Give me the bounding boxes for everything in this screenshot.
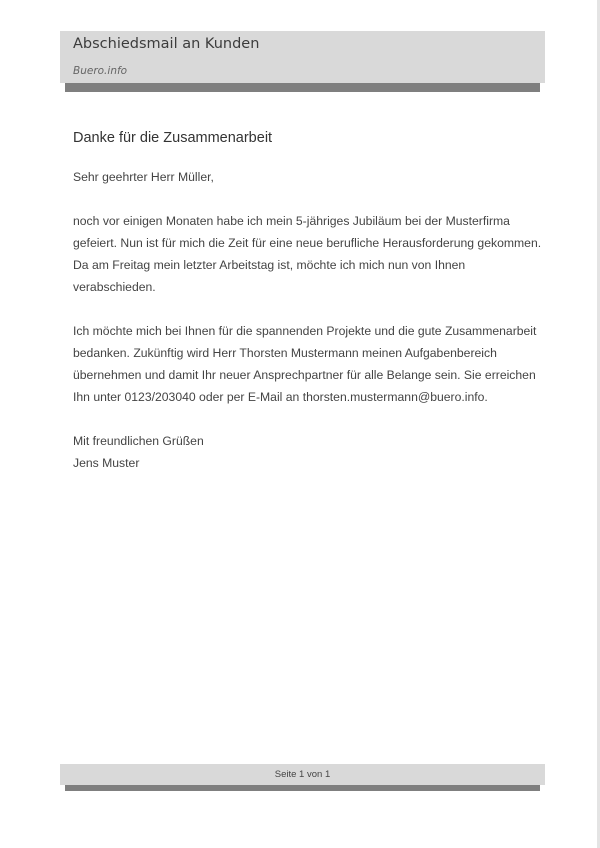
letter-salutation: Sehr geehrter Herr Müller, — [73, 170, 214, 184]
paragraph-line: gefeiert. Nun ist für mich die Zeit für eine neue berufliche Herausforderung gekommen. — [73, 236, 542, 250]
letter-paragraph-2 — [73, 320, 537, 408]
letter-paragraph-1 — [73, 210, 542, 298]
paragraph-line: Ihn unter 0123/203040 oder per E-Mail an thorsten.mustermann@buero.info. — [73, 390, 488, 404]
page-number: Seite 1 von 1 — [274, 769, 331, 780]
paragraph-line: verabschieden. — [73, 280, 156, 294]
footer-divider-bar — [65, 785, 540, 791]
paragraph-line: bedanken. Zukünftig wird Herr Thorsten Mustermann meinen Aufgabenbereich — [73, 346, 497, 360]
signature-name: Jens Muster — [73, 456, 140, 470]
document-source: Buero.info — [73, 65, 128, 77]
letter-body — [73, 128, 542, 474]
document-title: Abschiedsmail an Kunden — [73, 36, 260, 52]
header-divider-bar — [65, 83, 540, 92]
paragraph-line: übernehmen und damit Ihr neuer Ansprechpartner für alle Belange sein. Sie erreichen — [73, 368, 536, 382]
paragraph-line: Ich möchte mich bei Ihnen für die spannenden Projekte und die gute Zusammenarbeit — [73, 324, 537, 338]
paragraph-line: Da am Freitag mein letzter Arbeitstag ist, möchte ich mich nun von Ihnen — [73, 258, 466, 272]
closing-greeting: Mit freundlichen Grüßen — [73, 434, 204, 448]
paragraph-line: noch vor einigen Monaten habe ich mein 5-jähriges Jubiläum bei der Musterfirma — [73, 214, 510, 228]
letter-heading: Danke für die Zusammenarbeit — [73, 130, 273, 146]
letter-closing — [73, 430, 533, 474]
